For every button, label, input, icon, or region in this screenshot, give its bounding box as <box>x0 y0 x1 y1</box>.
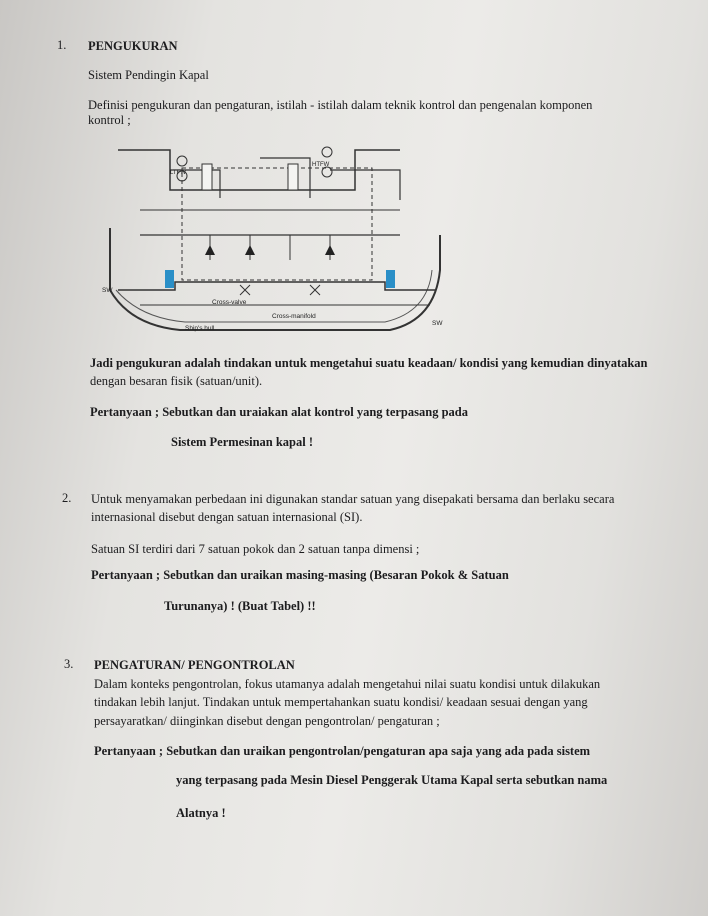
pump-symbol <box>177 156 187 166</box>
section3-heading: PENGATURAN/ PENGONTROLAN <box>94 658 295 672</box>
section1-question-line2: Sistem Permesinan kapal ! <box>171 435 314 449</box>
section3-question-line2: yang terpasang pada Mesin Diesel Penggerak Utama Kapal serta sebutkan nama <box>176 773 608 787</box>
htfw-label: HTFW <box>312 162 330 168</box>
sw-left-label: SW <box>102 287 113 294</box>
section2-question-line1: Pertanyaan ; Sebutkan dan uraikan masing-masing (Besaran Pokok & Satuan <box>91 568 509 582</box>
cooling-system-diagram <box>100 140 450 340</box>
section3-line1: Dalam konteks pengontrolan, fokus utamanya adalah mengetahui nilai suatu kondisi untuk dilakukan <box>94 677 601 691</box>
section1-heading: PENGUKURAN <box>88 39 178 53</box>
sw-right-label: SW <box>432 320 443 327</box>
cross-manifold-label: Cross-manifold <box>272 313 316 320</box>
section1-definition-line1: Definisi pengukuran dan pengaturan, istilah - istilah dalam teknik kontrol dan pengenalan komponen <box>88 98 593 112</box>
pump-symbol <box>322 147 332 157</box>
section2-line3: Satuan SI terdiri dari 7 satuan pokok dan 2 satuan tanpa dimensi ; <box>91 542 420 556</box>
section3-line2: tindakan lebih lanjut. Tindakan untuk mempertahankan suatu kondisi/ keadaan sesuai dengan yang <box>94 695 588 709</box>
section3-line3: persayaratkan/ diinginkan disebut dengan pengontrolan/ pengaturan ; <box>94 714 440 728</box>
section1-question-line1: Pertanyaan ; Sebutkan dan uraiakan alat kontrol yang terpasang pada <box>90 405 468 419</box>
section2-line2: internasional disebut dengan satuan internasional (SI). <box>91 510 363 524</box>
cross-valve-label: Cross-valve <box>212 299 247 306</box>
ships-hull-label: Ship's hull <box>185 325 215 332</box>
section3-question-line1: Pertanyaan ; Sebutkan dan uraikan pengontrolan/pengaturan apa saja yang ada pada sistem <box>94 744 591 758</box>
section2-line1: Untuk menyamakan perbedaan ini digunakan standar satuan yang disepakati bersama dan berlaku secara <box>91 492 615 506</box>
valve-symbol <box>205 245 215 255</box>
sea-chest <box>386 270 395 288</box>
sea-chest <box>165 270 174 288</box>
section1-conclusion-line1: Jadi pengukuran adalah tindakan untuk mengetahui suatu keadaan/ kondisi yang kemudian dinyatakan <box>90 356 648 370</box>
cooler-box <box>202 164 212 190</box>
section2-number: 2. <box>62 491 72 505</box>
cooler-box <box>288 164 298 190</box>
section2-question-line2: Turunanya) ! (Buat Tabel) !! <box>164 599 316 613</box>
section1-definition-line2: kontrol ; <box>88 113 131 127</box>
section3-question-line3: Alatnya ! <box>176 806 226 820</box>
pump-symbol <box>322 167 332 177</box>
section3-number: 3. <box>64 657 74 671</box>
valve-symbol <box>245 245 255 255</box>
ltfw-label: LTFW <box>170 170 186 176</box>
section1-conclusion-line2: dengan besaran fisik (satuan/unit). <box>90 374 263 388</box>
section1-subtitle: Sistem Pendingin Kapal <box>88 68 209 82</box>
section1-number: 1. <box>57 38 67 52</box>
valve-symbol <box>325 245 335 255</box>
